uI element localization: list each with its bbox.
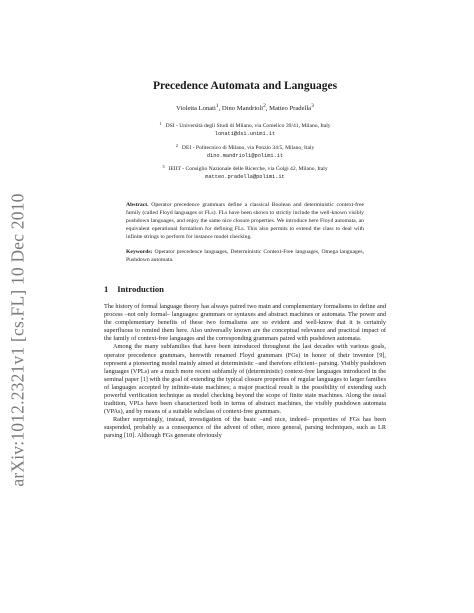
affiliation-number: 1 <box>159 121 162 127</box>
keywords-text: Operator precedence languages, Deterministic Context-Free languages, Omega languages, Pushdown automata. <box>126 249 365 264</box>
abstract-label: Abstract. <box>126 202 149 209</box>
paper-title: Precedence Automata and Languages <box>152 80 338 92</box>
affiliation-number: 3 <box>162 164 165 169</box>
affiliation <box>104 142 386 160</box>
affiliation <box>104 163 386 181</box>
body-text <box>104 303 386 441</box>
affiliation-text: DSI - Università degli Studi di Milano, via Comelico 39/41, Milano, Italy <box>165 123 331 130</box>
affiliation-number: 2 <box>175 142 178 148</box>
arxiv-identifier: arXiv:1012.2321v1 [cs.FL] 10 Dec 2010 <box>7 193 28 487</box>
keywords <box>126 249 364 265</box>
author-email[interactable]: matteo.pradella@polimi.it <box>205 174 285 181</box>
author-email[interactable]: lonati@dsi.unimi.it <box>214 131 276 138</box>
author-name: Dino Mandrioli <box>221 105 264 113</box>
affiliation-text: DEI - Politecnico di Milano, via Ponzio 34/5, Milano, Italy <box>181 144 315 151</box>
paragraph: Rather surprisingly, instead, investigation of the basic –and nice, indeed– properties of FGs has been suspended, probably as a consequence of the advent of other, more general, parsing techniques, such as LR parsing [10]. Although FGs generate obviously <box>104 416 386 440</box>
section-heading <box>104 284 386 294</box>
author-name: Violetta Lonati <box>176 105 216 113</box>
section-title: Introduction <box>117 283 164 294</box>
arxiv-stamp <box>6 185 30 495</box>
author-name: Matteo Pradella <box>269 105 312 113</box>
keywords-label: Keywords: <box>126 249 153 256</box>
paragraph: Among the many subfamilies that have been introduced throughout the last decades with various goals, operator precedence grammars, herewith renamed Floyd grammars (FGs) in honor of their inventor [9], represent a pioneering model mainly aimed at deterministic –and therefore efficient– parsing. Visibly pushdown languages (VPLs) are a much more recent subfamily of (deterministic) context-free languages introduced in the seminal paper [1] with the goal of extending the typical closure properties of regular languages to larger families of languages accepted by infinite-state machines; a major practical result is the possibility of extending such powerful verification technique as model checking beyond the scope of finite state machines. Along the usual tradition, VPLs have been characterized both in terms of abstract machines, the visibly pushdown automata (VPAs), and by means of a suitable subclass of context-free grammars. <box>104 343 386 416</box>
paper-page <box>104 80 386 441</box>
author-email[interactable]: dino.mandrioli@polimi.it <box>206 152 284 159</box>
abstract <box>126 202 364 241</box>
section-number: 1 <box>104 283 109 294</box>
affiliation <box>104 120 386 138</box>
paragraph: The history of formal language theory has always paired two main and complementary formalisms to define and process –not only formal– languages: grammars or syntaxes and abstract machines or automata. The power and the complementary benefits of these two formalisms are so evident and well-know that it is certainly superfluous to remind them here. Also universally known are the conceptual relevance and practical impact of the family of context-free languages and the corresponding grammars paired with pushdown automata. <box>104 302 386 343</box>
author-mark: 1 <box>215 103 219 109</box>
affiliation-text: IEIIT - Consiglio Nazionale delle Ricerche, via Golgi 42, Milano, Italy <box>168 166 328 172</box>
author-mark: 2 <box>263 103 266 109</box>
abstract-text: Operator precedence grammars define a classical Boolean and deterministic context-free family (called Floyd languages or FLs). FLs have been shown to strictly include the well-known visibly pushdown languages, and enjoy the same nice closure properties. We introduce here Floyd automata, an equivalent operational formalism for defining FLs. This also permits to extend the class to deal with infinite strings to perform for instance model checking. <box>126 202 364 240</box>
author-mark: 3 <box>311 103 314 109</box>
author-list: Violetta Lonati$^1$, Dino Mandrioli$^2$, Matteo Pradella$^3$ <box>176 103 314 113</box>
